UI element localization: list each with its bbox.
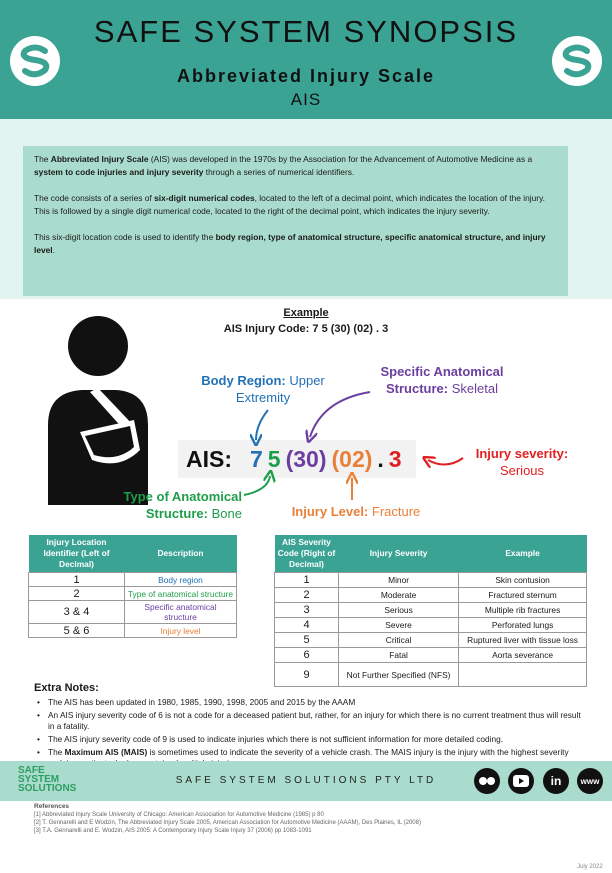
location-table-header: Description	[125, 535, 237, 573]
location-desc-cell: Injury level	[125, 624, 237, 638]
severity-name-cell: Critical	[339, 633, 459, 648]
severity-example-cell: Aorta severance	[459, 648, 587, 663]
table-row	[275, 603, 587, 618]
reference-item: [3] T.A. Gennarelli and E. Wodzin, AIS 2005: A Contemporary Injury Scale Injury 37 (2006) pp 1083-1091	[34, 828, 312, 834]
example-code-line: AIS Injury Code: 7 5 (30) (02) . 3	[223, 323, 389, 335]
severity-code-cell: 4	[275, 618, 339, 633]
severity-code-cell: 3	[275, 603, 339, 618]
severity-example-cell: Fractured sternum	[459, 588, 587, 603]
code-dot: .	[377, 446, 384, 472]
annotation-body-region: Body Region: Upper Extremity	[201, 373, 325, 405]
severity-name-cell: Not Further Specified (NFS)	[339, 663, 459, 687]
location-code-cell: 2	[29, 587, 125, 601]
severity-name-cell: Minor	[339, 573, 459, 588]
severity-code-cell: 5	[275, 633, 339, 648]
annotation-type-structure: Type of Anatomical Structure: Bone	[123, 489, 242, 521]
linkedin-icon[interactable]: in	[543, 768, 569, 794]
severity-code-cell: 2	[275, 588, 339, 603]
page-subtitle: Abbreviated Injury Scale	[176, 66, 436, 86]
severity-name-cell: Serious	[339, 603, 459, 618]
intro-paragraph: The code consists of a series of six-digit numerical codes, located to the left of a decimal point, which indicates the location of the injury. This is followed by a single digit numerical code, located to the right of the decimal point, which indicates the injury severity.	[34, 193, 545, 216]
arrow-specific	[310, 392, 370, 437]
severity-code-cell: 6	[275, 648, 339, 663]
example-title: Example	[283, 307, 329, 319]
note-item: • The AIS has been updated in 1980, 1985, 1990, 1998, 2005 and 2015 by the AAAM	[34, 697, 582, 708]
note-item: • An AIS injury severity code of 6 is not a code for a deceased patient but, rather, for an injury for which there is no current treatment thus will result in a fatality.	[34, 710, 582, 732]
severity-code-cell: 1	[275, 573, 339, 588]
note-item: • The Maximum AIS (MAIS) is sometimes used to indicate the severity of a vehicle crash. The MAIS injury is the injury with the highest severity	[34, 747, 582, 769]
code-digit-level: (02)	[331, 446, 373, 472]
table-row	[29, 624, 237, 638]
location-desc-cell: Body region	[125, 573, 237, 587]
arrow-body-region	[256, 410, 268, 440]
location-desc-cell: Specific anatomical structure	[125, 601, 237, 624]
code-digit-specific: (30)	[285, 446, 327, 472]
location-code-cell: 5 & 6	[29, 624, 125, 638]
intro-paragraph: The Abbreviated Injury Scale (AIS) was developed in the 1970s by the Association for the Advancement of Automotive Medicine as a system to code injuries and injury severity through a series of numerical identifiers.	[34, 154, 533, 177]
location-desc-cell: Type of anatomical structure	[125, 587, 237, 601]
location-code-cell: 3 & 4	[29, 601, 125, 624]
page-abbrev: AIS	[290, 90, 322, 109]
annotation-severity: Injury severity: Serious	[475, 446, 569, 478]
severity-example-cell	[459, 663, 587, 687]
footer-company: SAFE SYSTEM SOLUTIONS PTY LTD	[175, 775, 437, 786]
page-title: SAFE SYSTEM SYNOPSIS	[93, 14, 519, 49]
table-row	[29, 587, 237, 601]
severity-table-header: AIS Severity Code (Right of Decimal)	[275, 535, 339, 573]
table-row	[275, 588, 587, 603]
severity-example-cell: Perforated lungs	[459, 618, 587, 633]
references-title: References	[34, 803, 70, 810]
table-row	[29, 601, 237, 624]
severity-table	[274, 535, 587, 687]
arrow-severity	[428, 458, 463, 465]
code-prefix: AIS:	[186, 446, 232, 472]
code-digit-severity: 3	[388, 446, 402, 472]
annotation-injury-level: Injury Level: Fracture	[291, 504, 421, 519]
table-row	[275, 648, 587, 663]
severity-example-cell: Multiple rib fractures	[459, 603, 587, 618]
intro-paragraph: This six-digit location code is used to identify the body region, type of anatomical structure, specific anatomical structure, and injury level.	[34, 232, 546, 255]
severity-table-header: Example	[459, 535, 587, 573]
table-row	[275, 573, 587, 588]
notes-title: Extra Notes:	[34, 682, 99, 694]
table-row	[275, 663, 587, 687]
reference-item: [2] T. Gennarelli and E Wodzin, The Abbreviated Injury Scale 2005, American Association for Automotive Medicine (AAAM), Des Plaines, IL (2008)	[34, 820, 421, 826]
references	[34, 803, 574, 835]
location-table	[28, 535, 237, 638]
table-row	[275, 618, 587, 633]
severity-code-cell: 9	[275, 663, 339, 687]
flickr-icon[interactable]	[474, 768, 500, 794]
location-code-cell: 1	[29, 573, 125, 587]
table-row	[29, 573, 237, 587]
youtube-icon[interactable]	[508, 768, 534, 794]
notes-list	[34, 697, 582, 771]
www-icon[interactable]: www	[577, 768, 603, 794]
location-table-header: Injury Location Identifier (Left of Decimal)	[29, 535, 125, 573]
footer-logo: SAFE SYSTEM SOLUTIONS	[18, 765, 77, 794]
reference-item: [1] Abbreviated Injury Scale University of Chicago: American Association for Automotive Medicine (1985) p 80	[34, 812, 324, 818]
severity-table-header: Injury Severity	[339, 535, 459, 573]
severity-name-cell: Moderate	[339, 588, 459, 603]
table-row	[275, 633, 587, 648]
code-digit-body-region: 7	[250, 446, 263, 472]
annotation-specific-structure: Specific Anatomical Structure: Skeletal	[380, 364, 504, 396]
code-digit-type: 5	[267, 446, 281, 472]
note-item: • The AIS injury severity code of 9 is used to indicate injuries which there is not sufficient information for more detailed coding.	[34, 734, 582, 745]
severity-example-cell: Ruptured liver with tissue loss	[459, 633, 587, 648]
arrow-type	[244, 476, 270, 495]
severity-name-cell: Fatal	[339, 648, 459, 663]
severity-name-cell: Severe	[339, 618, 459, 633]
severity-example-cell: Skin contusion	[459, 573, 587, 588]
issue-date: July 2022	[577, 864, 603, 870]
